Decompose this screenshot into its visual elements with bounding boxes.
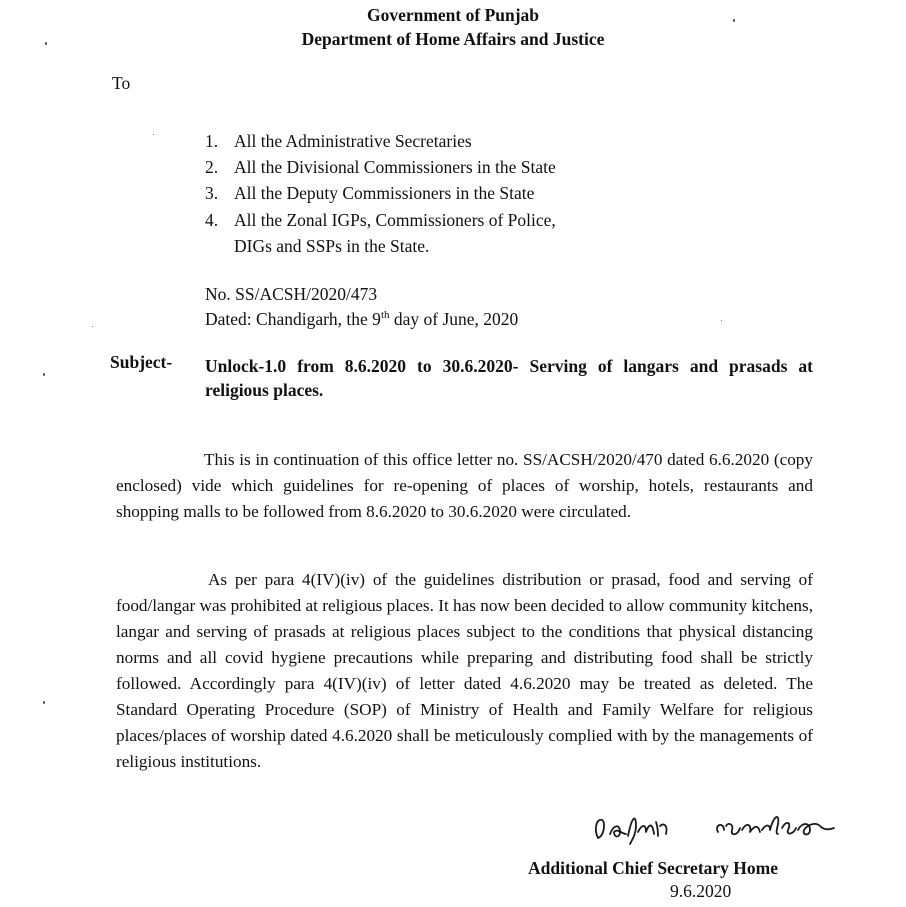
reference-date bbox=[205, 309, 518, 330]
scan-speck bbox=[43, 701, 45, 704]
scan-speck bbox=[43, 373, 45, 376]
date-prefix: Dated: Chandigarh, the 9 bbox=[205, 309, 381, 329]
signatory-title: Additional Chief Secretary Home bbox=[528, 858, 778, 878]
scan-speck bbox=[153, 134, 154, 135]
list-item-text: All the Zonal IGPs, Commissioners of Police, bbox=[234, 209, 556, 230]
scan-speck bbox=[733, 19, 735, 22]
list-item-number: 2. bbox=[205, 157, 219, 178]
date-suffix: day of June, 2020 bbox=[389, 309, 519, 329]
list-item-text: All the Deputy Commissioners in the State bbox=[234, 183, 535, 204]
list-item-number: 1. bbox=[205, 131, 219, 151]
scan-speck bbox=[721, 320, 722, 321]
list-item bbox=[205, 207, 556, 233]
subject-label: Subject- bbox=[110, 352, 173, 372]
header-government: Government of Punjab bbox=[366, 5, 540, 25]
list-item-text: All the Divisional Commissioners in the State bbox=[234, 157, 556, 178]
date-superscript: th bbox=[380, 309, 390, 322]
reference-number: No. SS/ACSH/2020/473 bbox=[205, 284, 378, 304]
paragraph-1: This is in continuation of this office letter no. SS/ACSH/2020/470 dated 6.6.2020 (copy enclosed) vide which guidelines for re-opening of places of worship, hotels, restaurants and shopping malls to be followed from 8.6.2020 to 30.6.2020 were circulated. bbox=[116, 450, 813, 521]
scan-speck bbox=[45, 42, 47, 45]
recipient-list bbox=[205, 128, 556, 259]
list-item bbox=[205, 128, 556, 154]
paragraph-2: As per para 4(IV)(iv) of the guidelines distribution or prasad, food and serving of food/langar was prohibited at religious places. It has now been decided to allow community kitchens, langar and serving of prasads at religious places subject to the conditions that physical distancing norms and all covid hygiene precautions while preparing and distributing food shall be strictly followed. Accordingly para 4(IV)(iv) of letter dated 4.6.2020 may be treated as deleted. The Standard Operating Procedure (SOP) of Ministry of Health and Family Welfare for religious places/places of worship dated 4.6.2020 shall be meticulously complied with by the managements of religious institutions. bbox=[116, 570, 813, 771]
header-department: Department of Home Affairs and Justice bbox=[301, 29, 605, 49]
signature-scribble-icon bbox=[588, 808, 850, 848]
list-item-text: All the Administrative Secretaries bbox=[234, 131, 472, 151]
handwritten-signature bbox=[588, 808, 850, 853]
list-item-number: 4. bbox=[205, 209, 219, 230]
subject-text: Unlock-1.0 from 8.6.2020 to 30.6.2020- Serving of langars and prasads at religious places. bbox=[205, 356, 813, 400]
signature-date: 9.6.2020 bbox=[670, 881, 732, 901]
scan-speck bbox=[92, 326, 93, 327]
list-item bbox=[205, 154, 556, 180]
list-item bbox=[205, 180, 556, 206]
list-item-continuation: DIGs and SSPs in the State. bbox=[234, 235, 430, 256]
to-label: To bbox=[112, 73, 131, 93]
list-item-number: 3. bbox=[205, 183, 219, 204]
